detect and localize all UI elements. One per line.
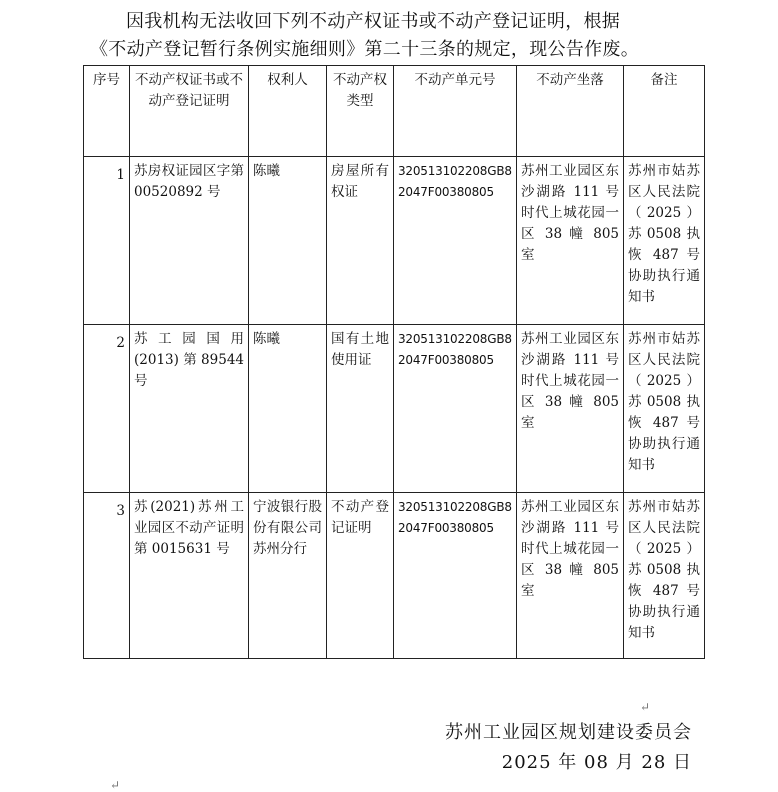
row-cert: 苏(2021)苏州工业园区不动产证明第 0015631 号 xyxy=(130,493,249,659)
paragraph-mark-icon: ↵ xyxy=(640,700,651,714)
header-remark: 备注 xyxy=(624,66,705,157)
row-no: 3 xyxy=(84,493,130,659)
table-row xyxy=(84,325,705,493)
table-row xyxy=(84,157,705,325)
row-holder: 陈曦 xyxy=(249,325,327,493)
table-row xyxy=(84,493,705,659)
notice-intro xyxy=(90,8,750,64)
row-holder: 宁波银行股份有限公司苏州分行 xyxy=(249,493,327,659)
row-location: 苏州工业园区东沙湖路 111 号时代上城花园一区 38 幢 805 室 xyxy=(517,493,624,659)
row-holder: 陈曦 xyxy=(249,157,327,325)
row-location: 苏州工业园区东沙湖路 111 号时代上城花园一区 38 幢 805 室 xyxy=(517,325,624,493)
row-type: 房屋所有权证 xyxy=(327,157,394,325)
void-certificate-table xyxy=(83,65,705,659)
issuing-organization: 苏州工业园区规划建设委员会 xyxy=(445,722,692,743)
intro-line-2: 《不动产登记暂行条例实施细则》第二十三条的规定，现公告作废。 xyxy=(90,39,639,60)
row-unit: 320513102208GB82047F00380805 xyxy=(394,493,517,659)
row-unit: 320513102208GB82047F00380805 xyxy=(394,157,517,325)
header-location: 不动产坐落 xyxy=(517,66,624,157)
row-unit: 320513102208GB82047F00380805 xyxy=(394,325,517,493)
header-unit: 不动产单元号 xyxy=(394,66,517,157)
row-remark: 苏州市姑苏区人民法院（2025）苏0508执恢 487 号协助执行通知书 xyxy=(624,325,705,493)
intro-line-1: 因我机构无法收回下列不动产权证书或不动产登记证明，根据 xyxy=(126,11,621,32)
table-header-row xyxy=(84,66,705,157)
row-cert: 苏房权证园区字第 00520892 号 xyxy=(130,157,249,325)
paragraph-mark-icon: ↵ xyxy=(110,778,121,792)
issue-date: 2025 年 08 月 28 日 xyxy=(501,752,692,773)
row-type: 国有土地使用证 xyxy=(327,325,394,493)
header-cert: 不动产权证书或不动产登记证明 xyxy=(130,66,249,157)
header-type: 不动产权类型 xyxy=(327,66,394,157)
row-location: 苏州工业园区东沙湖路 111 号时代上城花园一区 38 幢 805 室 xyxy=(517,157,624,325)
row-remark: 苏州市姑苏区人民法院（2025）苏0508执恢 487 号协助执行通知书 xyxy=(624,493,705,659)
row-no: 2 xyxy=(84,325,130,493)
header-holder: 权利人 xyxy=(249,66,327,157)
row-type: 不动产登记证明 xyxy=(327,493,394,659)
header-no: 序号 xyxy=(84,66,130,157)
row-remark: 苏州市姑苏区人民法院（2025）苏0508执恢 487 号协助执行通知书 xyxy=(624,157,705,325)
row-cert: 苏工园国用(2013) 第 89544 号 xyxy=(130,325,249,493)
row-no: 1 xyxy=(84,157,130,325)
